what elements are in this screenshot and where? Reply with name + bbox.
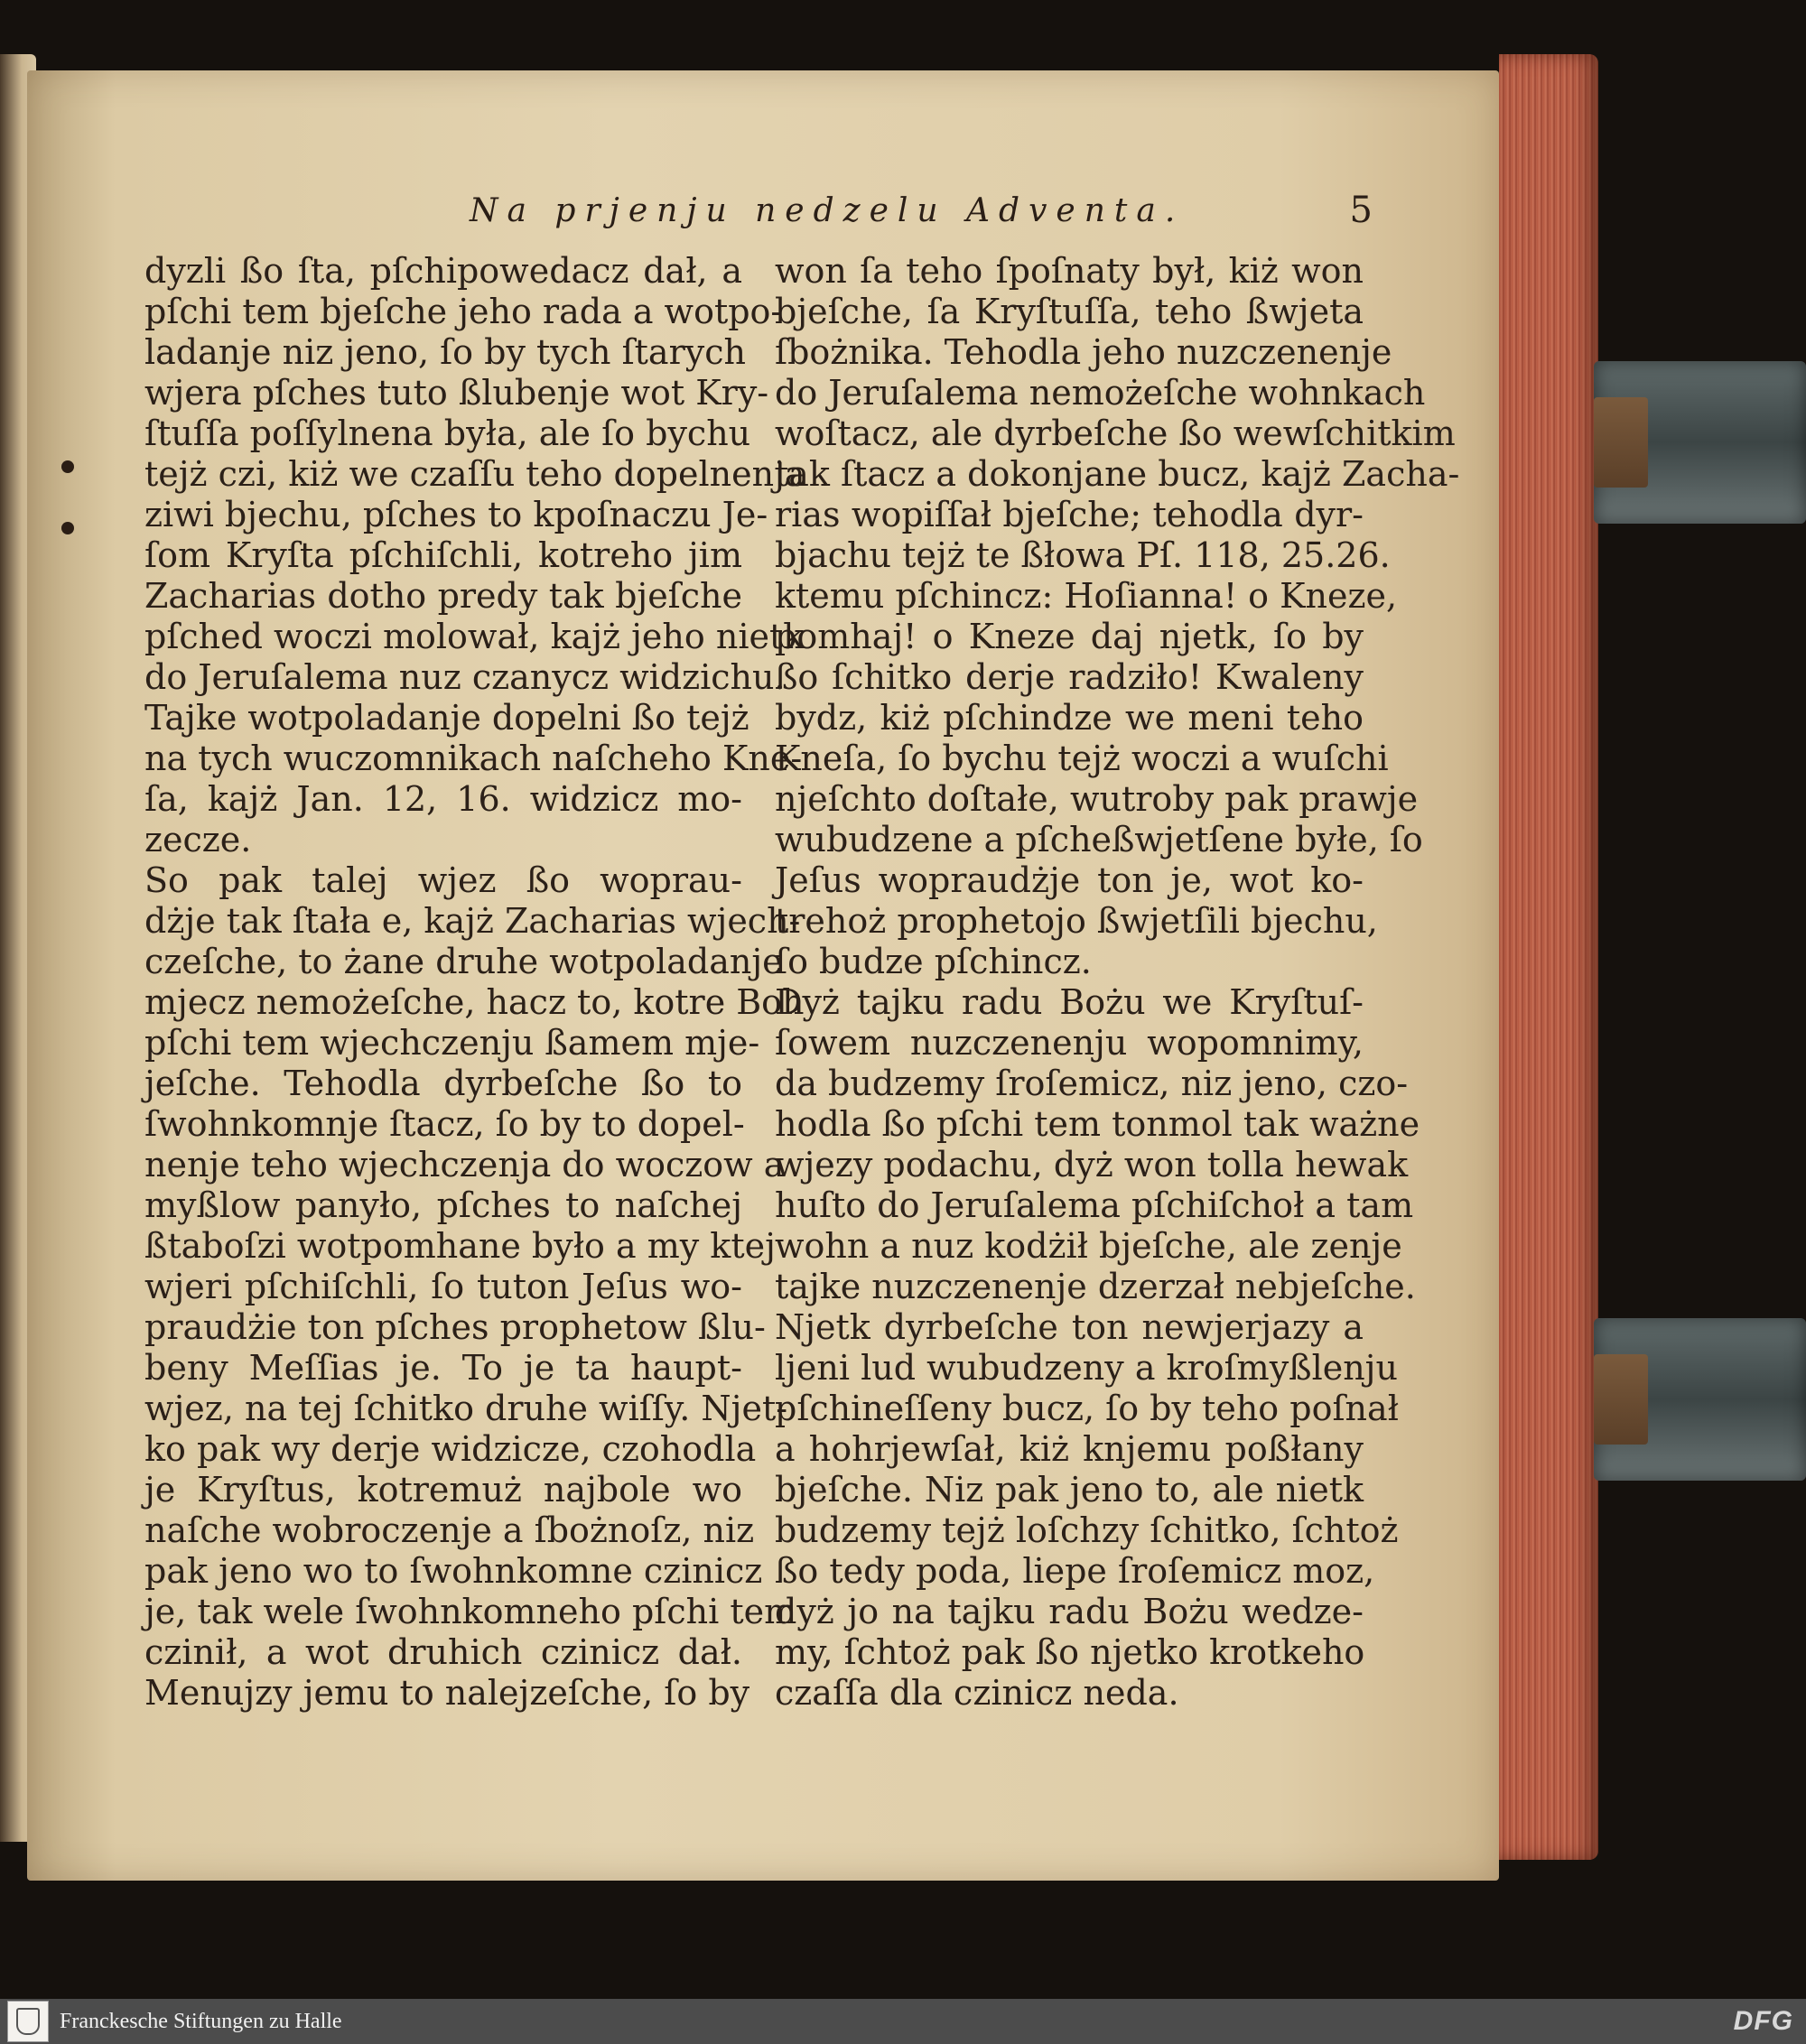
text-line: jeſche. Tehodla dyrbeſche ßo to (144, 1064, 742, 1103)
text-line: Dyż tajku radu Bożu we Kryſtuſ- (775, 982, 1364, 1022)
text-line: je Kryſtus, kotremuż najbole wo (144, 1470, 742, 1510)
text-line: wohn a nuz kodżił bjeſche, ale zenje (775, 1226, 1402, 1266)
text-line: Jeſus wopraudżje ton je, wot ko- (775, 860, 1364, 900)
foundation-logo-icon (7, 2001, 49, 2042)
text-line: bjeſche. Niz pak jeno to, ale nietk (775, 1470, 1364, 1510)
text-line: ſwohnkomnje ſtacz, ſo by to dopel- (144, 1104, 745, 1144)
text-line: ziwi bjechu, pſches to kpoſnaczu Je- (144, 495, 768, 534)
text-line: ſtuſſa poſſylnena była, ale ſo bychu (144, 413, 751, 453)
text-line: pak jeno wo to ſwohnkomne czinicz (144, 1551, 763, 1591)
text-line: bydz, kiż pſchindze we meni teho (775, 698, 1364, 738)
text-line: naſche wobroczenje a ſbożnoſz, niz (144, 1510, 755, 1550)
text-line: Tajke wotpoladanje dopelni ßo tejż (144, 698, 749, 738)
text-line: ſowem nuzczenenju wopomnimy, (775, 1023, 1364, 1063)
running-head: Na prjenju nedzelu Adventa. (470, 191, 1185, 229)
text-line: do Jeruſalema nemożeſche wohnkach (775, 373, 1426, 413)
page-number: 5 (1349, 190, 1373, 231)
text-line: woſtacz, ale dyrbeſche ßo wewſchitkim (775, 413, 1456, 453)
text-line: pſched woczi molował, kajż jeho nietk (144, 617, 805, 656)
text-line: tajke nuzczenenje dzerzał nebjeſche. (775, 1267, 1416, 1306)
text-line: mjecz nemożeſche, hacz to, kotre Boh (144, 982, 805, 1022)
text-line: do Jeruſalema nuz czanycz widzichu. (144, 657, 786, 697)
text-line: ſom Kryſta pſchiſchli, kotreho jim (144, 535, 742, 575)
text-line: my, ſchtoż pak ßo njetko krotkeho (775, 1632, 1365, 1672)
binding-hole (61, 460, 74, 473)
text-line: czinił, a wot druhich czinicz dał. (144, 1632, 742, 1672)
clasp-top (1594, 361, 1806, 524)
clasp-bottom (1594, 1318, 1806, 1481)
text-line: praudżie ton pſches prophetow ßlu- (144, 1307, 766, 1347)
text-line: Zacharias dotho predy tak bjeſche (144, 576, 742, 616)
text-line: bjeſche, ſa Kryſtuſſa, teho ßwjeta (775, 292, 1364, 331)
text-line: ljeni lud wubudzeny a kroſmyßlenju (775, 1348, 1398, 1388)
text-line: tejż czi, kiż we czaſſu teho dopelnenja (144, 454, 805, 494)
text-line: beny Meſſias je. To je ta haupt- (144, 1348, 742, 1388)
text-line: rias wopiſſał bjeſche; tehodla dyr- (775, 495, 1364, 534)
text-line: dżje tak ſtała e, kajż Zacharias wjech- (144, 901, 801, 941)
viewer-footer (0, 1999, 1806, 2044)
text-line: dyż jo na tajku radu Bożu wedze- (775, 1592, 1364, 1631)
text-line: pſchi tem wjechczenju ßamem mje- (144, 1023, 760, 1063)
text-line: ſbożnika. Tehodla jeho nuzczenenje (775, 332, 1392, 372)
text-line: da budzemy ſroſemicz, niz jeno, czo- (775, 1064, 1409, 1103)
text-line: nenje teho wjechczenja do woczow a (144, 1145, 785, 1185)
page-header (461, 183, 1373, 237)
text-line: wjeri pſchiſchli, ſo tuton Jeſus wo- (144, 1267, 742, 1306)
text-line: Kneſa, ſo bychu tejż woczi a wuſchi (775, 739, 1389, 778)
text-line: pomhaj! o Kneze daj njetk, ſo by (775, 617, 1364, 656)
text-line: pſchineſſeny bucz, ſo by teho poſnał (775, 1389, 1399, 1428)
text-line: So pak talej wjez ßo woprau- (144, 860, 742, 900)
text-line: zecze. (144, 820, 252, 859)
right-text-column (775, 251, 1460, 1714)
text-line: ſo budze pſchincz. (775, 942, 1092, 981)
dfg-logo-icon: DFG (1733, 2006, 1793, 2036)
text-line: won ſa teho ſpoſnaty był, kiż won (775, 251, 1364, 291)
text-line: ßtaboſzi wotpomhane było a my ktej (144, 1226, 776, 1266)
text-line: myßlow panyło, pſches to naſchej (144, 1185, 742, 1225)
text-line: Njetk dyrbeſche ton newjerjazy a (775, 1307, 1364, 1347)
text-line: wjera pſches tuto ßlubenje wot Kry- (144, 373, 769, 413)
text-line: dyzli ßo ſta, pſchipowedacz dał, a (144, 251, 742, 291)
text-line: je, tak wele ſwohnkomneho pſchi tem (144, 1592, 797, 1631)
text-line: wjez, na tej ſchitko druhe wiſſy. Njet- (144, 1389, 788, 1428)
text-line: wjezy podachu, dyż won tolla hewak (775, 1145, 1409, 1185)
text-line: Menujzy jemu to nalejzeſche, ſo by (144, 1673, 750, 1713)
binding-hole (61, 522, 74, 534)
text-line: ko pak wy derje widzicze, czohodla (144, 1429, 757, 1469)
text-line: ktemu pſchincz: Hoſianna! o Kneze, (775, 576, 1398, 616)
institution-label: Franckesche Stiftungen zu Halle (60, 2009, 342, 2033)
text-line: bjachu tejż te ßłowa Pſ. 118, 25.26. (775, 535, 1391, 575)
text-line: czeſche, to żane druhe wotpoladanje (144, 942, 783, 981)
text-line: ſa, kajż Jan. 12, 16. widzicz mo- (144, 779, 742, 819)
text-line: trehoż prophetojo ßwjetſili bjechu, (775, 901, 1378, 941)
page-edges (1499, 54, 1598, 1860)
text-line: njeſchto doſtałe, wutroby pak prawje (775, 779, 1419, 819)
text-line: pſchi tem bjeſche jeho rada a wotpo- (144, 292, 783, 331)
text-line: huſto do Jeruſalema pſchiſchoł a tam (775, 1185, 1414, 1225)
text-line: tak ſtacz a dokonjane bucz, kajż Zacha- (775, 454, 1460, 494)
text-line: na tych wuczomnikach naſcheho Kne- (144, 739, 803, 778)
text-line: hodla ßo pſchi tem tonmol tak ważne (775, 1104, 1420, 1144)
text-line: a hohrjewſał, kiż knjemu poßłany (775, 1429, 1364, 1469)
text-line: ladanje niz jeno, ſo by tych ſtarych (144, 332, 746, 372)
text-line: wubudzene a pſcheßwjetſene byłe, ſo (775, 820, 1423, 859)
text-line: ßo tedy poda, liepe ſroſemicz moz, (775, 1551, 1375, 1591)
text-line: czaſſa dla czinicz neda. (775, 1673, 1179, 1713)
text-line: budzemy tejż loſchzy ſchitko, ſchtoż (775, 1510, 1399, 1550)
left-text-column (144, 251, 805, 1714)
text-line: ßo ſchitko derje radziło! Kwaleny (775, 657, 1364, 697)
